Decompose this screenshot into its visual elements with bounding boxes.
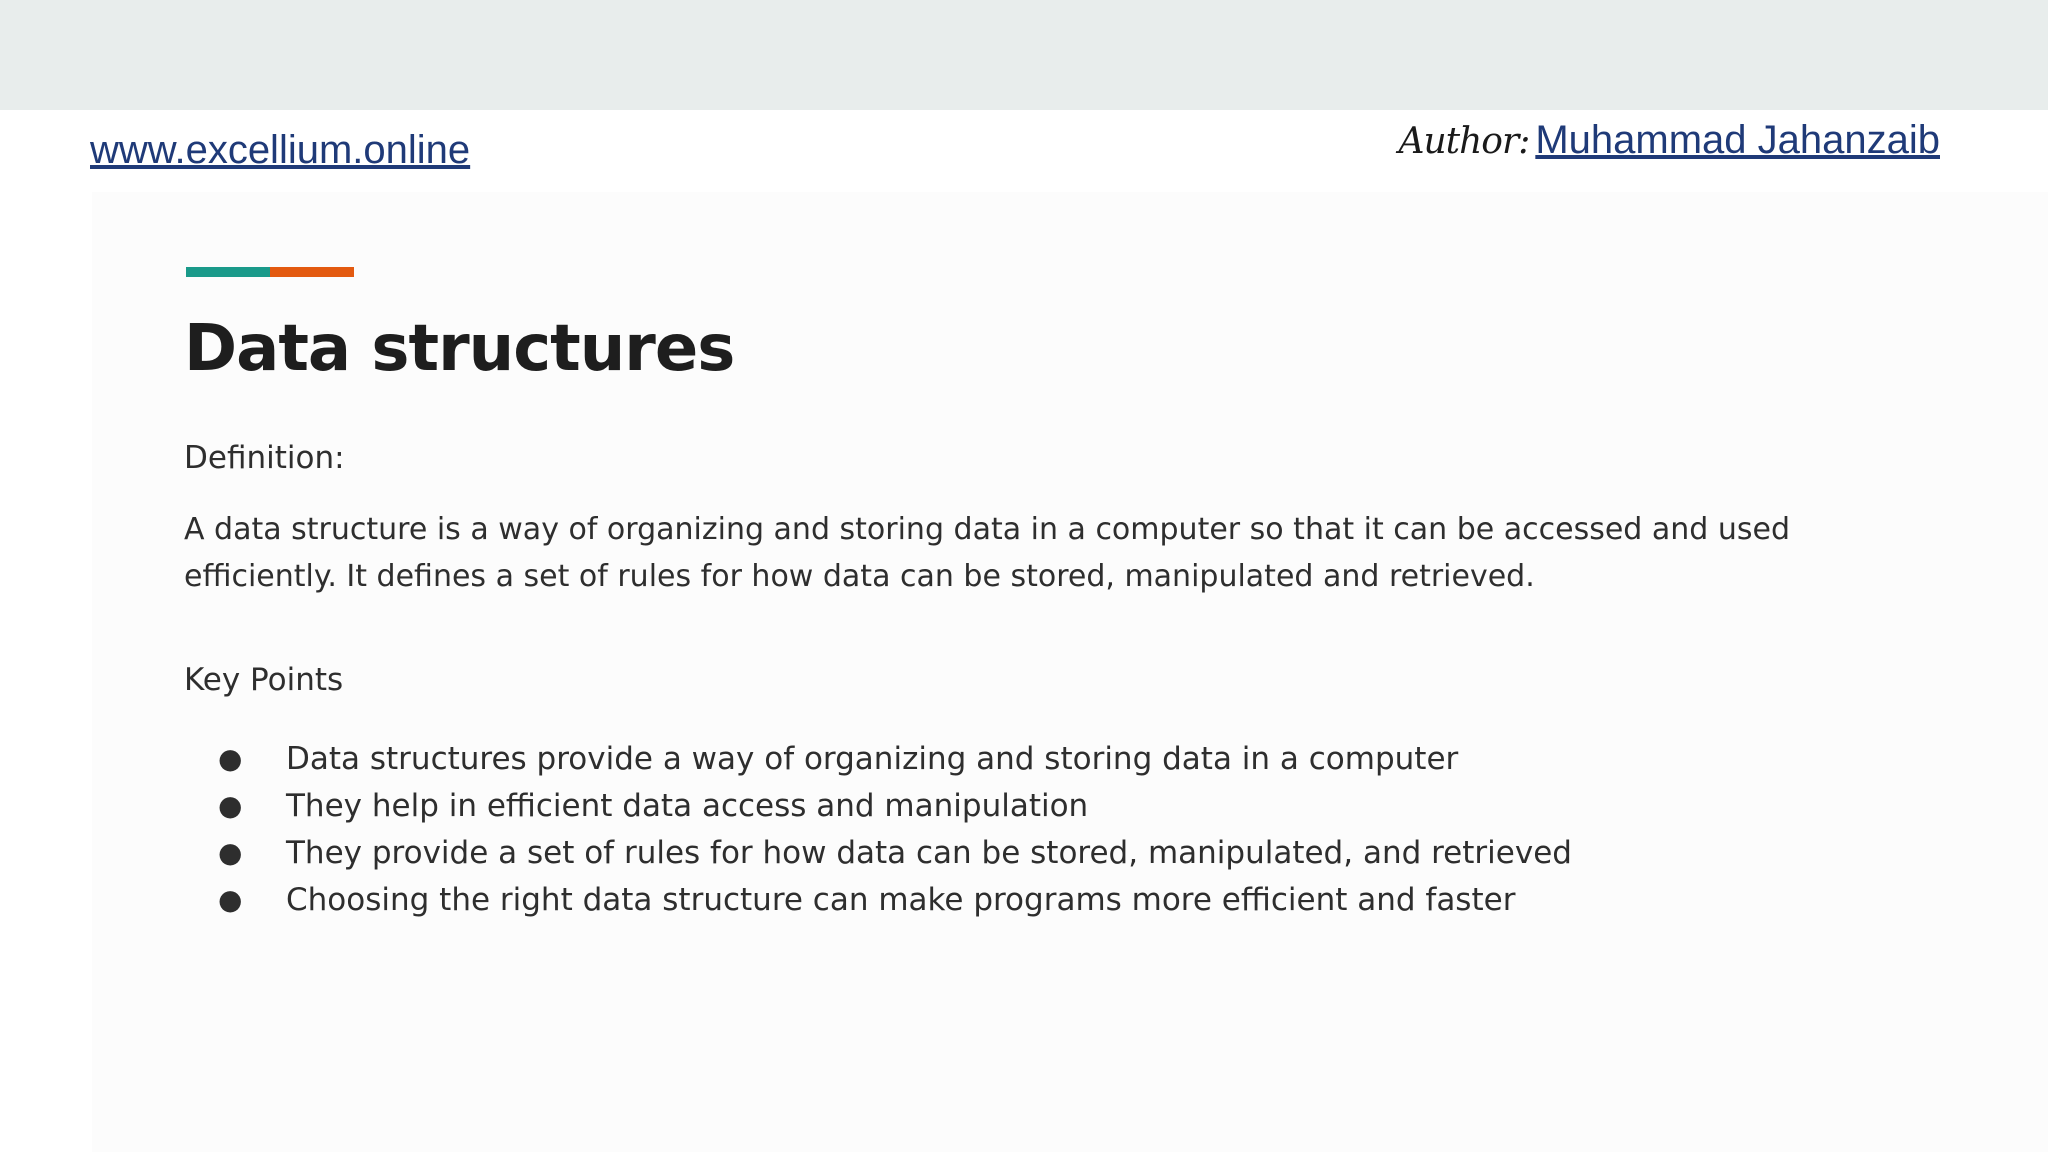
accent-orange-segment <box>270 267 354 277</box>
definition-label: Definition: <box>184 440 345 476</box>
bullet-text: They provide a set of rules for how data can be stored, manipulated, and retrieved <box>286 834 1572 871</box>
key-points-label: Key Points <box>184 662 344 698</box>
bullet-text: They help in efficient data access and manipulation <box>286 787 1089 824</box>
author-label: Author: <box>1398 121 1530 162</box>
bullet-icon: ● <box>218 836 243 869</box>
key-points-list <box>184 735 1572 923</box>
site-link[interactable]: www.excellium.online <box>90 128 471 172</box>
bullet-icon: ● <box>218 789 243 822</box>
accent-teal-segment <box>186 267 270 277</box>
definition-line: A data structure is a way of organizing and storing data in a computer so that it can be accessed and used <box>184 512 1790 547</box>
definition-text <box>184 506 1884 600</box>
list-item <box>184 876 1572 923</box>
list-item <box>184 782 1572 829</box>
definition-line: efficiently. It defines a set of rules for how data can be stored, manipulated and retrieved. <box>184 559 1535 594</box>
bullet-icon: ● <box>218 742 243 775</box>
list-item <box>184 735 1572 782</box>
bullet-text: Choosing the right data structure can make programs more efficient and faster <box>286 881 1516 918</box>
slide-title: Data structures <box>184 312 735 386</box>
list-item <box>184 829 1572 876</box>
author-credit <box>1398 118 1940 163</box>
title-accent-bar <box>186 267 354 277</box>
bullet-text: Data structures provide a way of organizing and storing data in a computer <box>286 740 1459 777</box>
bullet-icon: ● <box>218 883 243 916</box>
author-name-link[interactable]: Muhammad Jahanzaib <box>1535 118 1940 162</box>
top-bar <box>0 0 2048 110</box>
